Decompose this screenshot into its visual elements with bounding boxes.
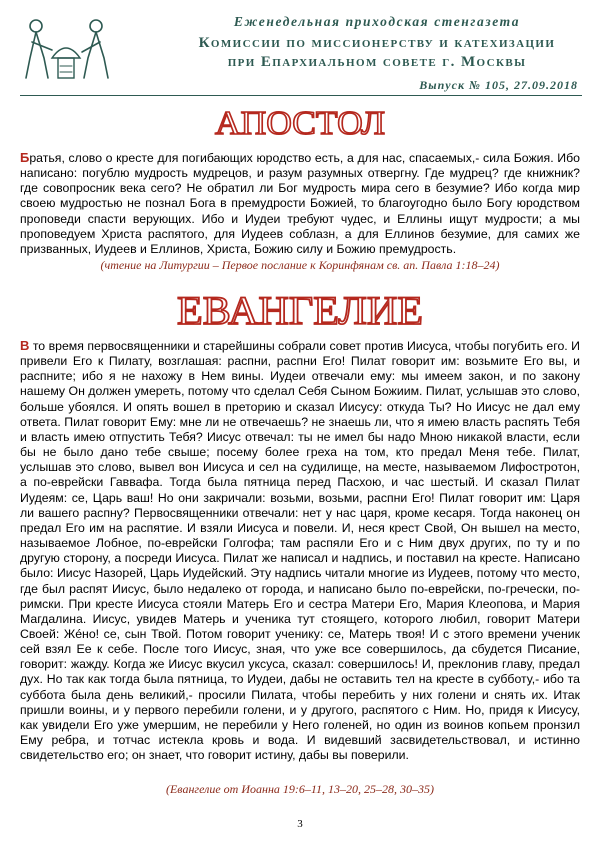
header-line-2: Комиссии по миссионерству и катехизации bbox=[198, 35, 556, 51]
apostol-title bbox=[200, 100, 400, 144]
apostol-citation: (чтение на Литургии – Первое послание к Коринфянам св. ап. Павла 1:18–24) bbox=[100, 258, 500, 272]
evangelie-citation: (Евангелие от Иоанна 19:6–11, 13–20, 25–28, 30–35) bbox=[165, 782, 434, 796]
evangelie-title bbox=[160, 284, 440, 334]
parish-logo-icon bbox=[12, 14, 120, 84]
header-line-1: Еженедельная приходская стенгазета bbox=[233, 14, 521, 29]
header-divider bbox=[20, 95, 582, 96]
masthead bbox=[0, 0, 600, 98]
evangelie-title-text: ЕВАНГЕЛИЕ bbox=[177, 288, 423, 333]
apostol-reading bbox=[20, 150, 580, 257]
apostol-text: ратья, слово о кресте для погибающих юродство есть, а для нас, спасаемых,- сила Божия. Ибо написано: погублю мудрость мудрецов, и разум разумных отвергну. Где мудрец? где книжник? где совопросник века сего? Не обратил ли Бог мудрость мира сего в безумие? Ибо когда мир своею мудростью не познал Бога в премудрости Божией, то благоугодно было Богу юродством проповеди спасти верующих. Ибо и Иудеи требуют чудес, и Еллины ищут мудрости; а мы проповедуем Христа распятого, для Иудеев соблазн, а для Еллинов безумие, для самих же призванных, Иудеев и Еллинов, Христа, Божию силу и Божию премудрость. bbox=[20, 151, 580, 256]
evangelie-reading bbox=[20, 338, 580, 763]
header-line-3: при Епархиальном совете г. Москвы bbox=[227, 54, 527, 70]
apostol-dropcap: Б bbox=[20, 150, 30, 165]
issue-number: Выпуск № 105, 27.09.2018 bbox=[419, 78, 578, 92]
evangelie-dropcap: В bbox=[20, 338, 30, 353]
evangelie-text: то время первосвященники и старейшины собрали совет против Иисуса, чтобы погубить его. И привели Его к Пилату, возглашая: распни, распни Его! Пилат говорит им: возьмите Его вы, и распните; ибо я не нахожу в Нем вины. Иудеи отвечали ему: мы имеем закон, и по закону нашему Он должен умереть, потому что сделал Себя Сыном Божиим. Пилат, услышав это слово, больше убоялся. И опять вошел в преторию и сказал Иисусу: откуда Ты? Но Иисус не дал ему ответа. Пилат говорит Ему: мне ли не отвечаешь? не знаешь ли, что я имею власть распять Тебя и власть имею отпустить Тебя? Иисус отвечал: ты не имел бы надо Мною никакой власти, если бы не было дано тебе свыше; посему более греха на том, кто предал Меня тебе. Пилат, услышав это слово, вывел вон Иисуса и сел на судилище, на месте, называемом Лифостротон, а по-еврейски Гаввафа. Тогда была пятница перед Пасхою, и час шестый. И сказал Пилат Иудеям: се, Царь ваш! Но они закричали: возьми, возьми, распни Его! Пилат говорит им: Царя ли вашего распну? Первосвященники отвечали: нет у нас царя, кроме кесаря. Тогда наконец он предал Его им на распятие. И взяли Иисуса и повели. И, неся крест Свой, Он вышел на место, называемое Лобное, по-еврейски Голгофа; там распяли Его и с Ним двух других, по ту и по другую сторону, а посреди Иисуса. Пилат же написал и надпись, и поставил на кресте. Написано было: Иисус Назорей, Царь Иудейский. Эту надпись читали многие из Иудеев, потому что место, где был распят Иисус, было недалеко от города, и написано было по-еврейски, по-гречески, по-римски. При кресте Иисуса стояли Матерь Его и сестра Матери Его, Мария Клеопова, и Мария Магдалина. Иисус, увидев Матерь и ученика тут стоящего, которого любил, говорит Матери Своей: Жéно! се, сын Твой. Потом говорит ученику: се, Матерь твоя! И с этого времени ученик сей взял Ее к себе. После того Иисус, зная, что уже все совершилось, да сбудется Писание, говорит: жажду. Когда же Иисус вкусил уксуса, сказал: совершилось! И, преклонив главу, предал дух. Но так как тогда была пятница, то Иудеи, дабы не оставить тел на кресте в субботу,- ибо та суббота была день великий,- просили Пилата, чтобы перебить у них голени и снять их. Итак пришли воины, и у первого перебили голени, и у другого, распятого с Ним. Но, придя к Иисусу, как увидели Его уже умершим, не перебили у Него голеней, но один из воинов копьем пронзил Ему ребра, и тотчас истекла кровь и вода. И видевший засвидетельствовал, и истинно свидетельство его; он знает, что говорит истину, дабы вы поверили. bbox=[20, 339, 580, 763]
apostol-title-text: АПОСТОЛ bbox=[215, 105, 385, 142]
page-number: 3 bbox=[297, 818, 303, 830]
